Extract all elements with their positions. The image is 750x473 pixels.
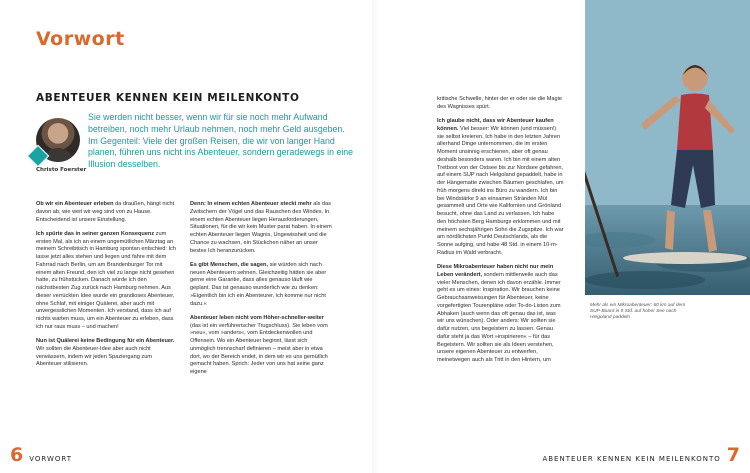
- running-footer-left: VORWORT: [29, 455, 73, 463]
- section-heading: ABENTEUER KENNEN KEIN MEILENKONTO: [36, 92, 300, 104]
- paragraph-lead: Nun ist Quälerei keine Bedingung für ein Abenteuer.: [36, 338, 175, 344]
- page-number-right: 7: [726, 444, 740, 466]
- paragraph: [190, 262, 332, 309]
- chapter-title: Vorwort: [36, 28, 125, 50]
- paragraph-text: sie würden sich nach neuen Abenteuern sehnen. Gleichzeitig hätten sie aber gerne eine Garantie, dass alles genauso läuft wie geplant. Das ist genauso wunderlich wie zu denken: »Eigentlich bin ich ein Abenteurer, ich komme nur nicht dazu.«: [190, 261, 327, 307]
- page-number-left: 6: [10, 444, 24, 466]
- paragraph-lead: Denn: In einem echten Abenteuer steckt mehr: [190, 201, 312, 207]
- paragraph-lead: Ob wir ein Abenteuer erleben: [36, 201, 114, 207]
- paragraph: [437, 96, 564, 112]
- footer-right: [542, 444, 740, 466]
- paragraph: [437, 118, 564, 258]
- paragraph-text: Wir sollten die Abenteuer-Idee aber auch nicht verwässern, indem wir jeden Spaziergang zum Abenteuer stilisieren.: [36, 345, 152, 368]
- paragraph-lead: Abenteuer leben nicht vom Höher-schneller-weiter: [190, 314, 324, 321]
- paddler-photo: [585, 0, 750, 295]
- paragraph-text: kritische Schwelle, hinter der er oder sie die Magie des Wagnisses spürt.: [437, 96, 562, 110]
- text-column-2: [190, 201, 332, 383]
- paragraph: [36, 231, 178, 332]
- text-column-1: [36, 201, 178, 376]
- paddler-illustration: [585, 0, 750, 295]
- photo-caption: Mehr als ein Mikroabenteuer: 60 km auf dem SUP-Board in 9 Std. auf hoher See nach Helgoland paddeln: [590, 303, 686, 321]
- paragraph: [437, 264, 564, 365]
- paragraph: [190, 315, 332, 377]
- paragraph-lead: Ich glaube nicht, dass wir Abenteuer kaufen können.: [437, 118, 554, 132]
- gutter-shadow: [372, 0, 378, 473]
- paragraph-text: sondern mittlerweile auch das vieler Menschen, denen ich davon erzähle. Immer geht es um eines: Inspiration. Wir brauchen keine Gebrauchsanweisungen für Abenteuer, keine vorgefertigten Tourenpläne oder To-do-Listen zum Abhaken (auch wenn das oft genau das ist, was wir uns wünschen). Oder anders: Wir sollten sie dafür nutzen, uns begeistern zu lassen. Genau dafür steht ja das Wort »inspirieren« – für das Begeistern. Wir sollten sie als Ideen verstehen, unsere eigenen Abenteuer zu entwerfen, meinetwegen auch als Tritt in den Hintern, um: [437, 271, 561, 363]
- author-name: Christo Foerster: [36, 167, 87, 173]
- paragraph-text: als das Zwitschern der Vögel und das Rauschen des Windes. In einem echten Abenteuer liegen Herausforderungen, Situationen, für die wir kein Muster parat haben. In einem echten Abenteuer liegen Wagnis, Ungewissheit und die Chance zu wachsen, ein Stückchen näher an unser bestes Ich heranzurücken.: [190, 201, 332, 254]
- text-column-3: [437, 96, 564, 371]
- paragraph-lead: Es gibt Menschen, die sagen,: [190, 261, 269, 268]
- paragraph: [36, 201, 178, 224]
- paragraph: [36, 338, 178, 369]
- paragraph-text: Viel besser: Wir können (und müssen!) sie selbst kreieren. Ich habe in den letzten Jahren allerhand Dinge unternommen, die im ersten Moment unsinnig erschienen, aber oft genau deshalb besonders waren. Ich bin mit einem alten Tretboot von der Ostsee bis zur Nordsee gefahren, auf einem SUP nach Helgoland gepaddelt, habe in der Hängematte zwischen Bäumen geschlafen, um früh morgens direkt ins Büro zu wandern. Ich bin bei Windstärke 9 an einsamen Stränden Mül gesammelt und Orte wie Kalifornien und Grönland besucht, ohne das Land zu verlassen. Ich habe den höchsten Berg Hamburgs erklommen und mit meinem sechsjährigen Sohn die Zugspitze. Ich war am nördlichsten Punkt Deutschlands, als die Sonne aufging, und habe 48 Std. in einem 10-m-Radius im Wald verbracht.: [437, 125, 564, 256]
- lead-quote: Sie werden nicht besser, wenn wir für sie noch mehr Aufwand betreiben, noch mehr Urlaub nehmen, noch mehr Geld ausgeben. Im Gegenteil: Viele der großen Reisen, die wir von langer Hand planen, führen uns nicht ins Abenteuer, sondern geradewegs in eine Illusion desselben.: [88, 112, 354, 170]
- paragraph: [190, 201, 332, 255]
- paragraph-text: zum ersten Mal, als ich an einem ungemütlichen Märztag an meinem Schreibtisch in Hamburg spontan entschied: Ich lasse jetzt alles stehen und liegen und fahre mit dem Fahrrad nach Berlin, um am Brandenburger Tor mit einem alten Freund, den ich viel zu lange nicht gesehen hatte, zu frühstücken. Danach würde ich den nächstbesten Zug zurück nach Hamburg nehmen. Aus dieser verrückten Idee wurde ein grandioses Abenteuer, ohne Schlaf, mit einiger Quälerei, aber auch mit unvergesslichen Momenten. Ich verstand, dass ich auf nichts warten muss, um ein Abenteuer zu erleben, dass ich nur raus muss – und machen!: [36, 230, 176, 330]
- running-footer-right: ABENTEUER KENNEN KEIN MEILENKONTO: [542, 455, 721, 463]
- paragraph-text: (das ist ein verführerischer Trugschluss). Sie leben vom »neu«, vom »anders«, vom Entdeckenwollen und Offensein. Wo ein Abenteuer beginnt, lässt sich unmöglich trennscharf definieren – meist aber in etwa dort, wo der Bereich endet, in dem wir es uns gemütlich gemacht haben. Sprich: Jeder von uns hat seine ganz eigene: [190, 322, 328, 375]
- paragraph-lead: Ich spürte das in seiner ganzen Konsequenz: [36, 230, 155, 237]
- paragraph-lead: Diese Mikroabenteuer haben nicht nur mein Leben verändert,: [437, 264, 554, 278]
- paragraph-text: da draußen, hängt nicht davon ab, wie weit wir weg sind von zu Hause. Entscheidend ist unsere Einstellung.: [36, 201, 175, 223]
- footer-left: [10, 444, 72, 466]
